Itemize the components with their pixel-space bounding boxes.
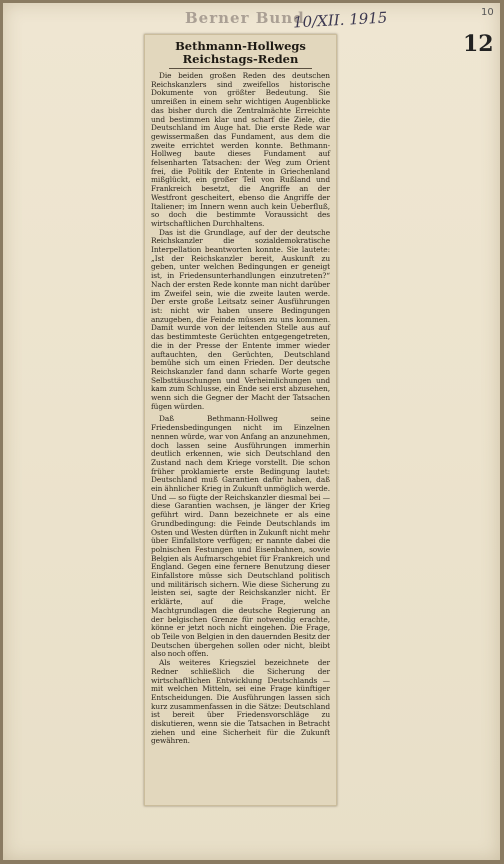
corner-mark: 10 bbox=[481, 7, 494, 18]
headline-rule bbox=[169, 68, 312, 69]
handwritten-date: 10/XII. 1915 bbox=[292, 8, 388, 32]
article-paragraph: Das ist die Grundlage, auf der der deutsche Reichskanzler die sozialdemokratische Interpellation beantworten konnte. Sie lautete: „Ist der Reichskanzler bereit, Auskunft zu geben, unter welchen Bedingungen er geneigt ist, in Friedensunterhandlungen einzutreten?“ Nach der ersten Rede konnte man nicht darüber im Zweifel sein, wie die zweite lauten werde. Der erste große Leitsatz seiner Ausführungen ist: nicht wir haben unsere Bedingungen anzugeben, die Feinde müssen zu uns kommen. Damit wurde von der leitenden Stelle aus auf das bestimmteste Gerüchten entgegengetreten, die in der Presse der Entente immer wieder auftauchten, den Gerüchten, Deutschland bemühe sich um einen Frieden. Der deutsche Reichskanzler fand dann scharfe Worte gegen Selbsttäuschungen und Verheimlichungen und kam zum Schlusse, ein Ende sei erst abzusehen, wenn sich die Gegner der Macht der Tatsachen fügen würden. bbox=[151, 227, 330, 411]
article-paragraph: Daß Bethmann-Hollweg seine Friedensbedingungen nicht im Einzelnen nennen würde, war von Anfang an anzunehmen, doch lassen seine Ausführungen immerhin deutlich erkennen, wie sich Deutschland den Zustand nach dem Kriege vorstellt. Die schon früher proklamierte erste Bedingung lautet: Deutschland muß Garantien dafür haben, daß ein ähnlicher Krieg in Zukunft unmöglich werde. Und — so fügte der Reichskanzler diesmal bei — diese Garantien wachsen, je länger der Krieg geführt wird. Dann bezeichnete er als eine Grundbedingung: die Feinde Deutschlands im Osten und Westen dürften in Zukunft nicht mehr über Einfallstore verfügen; er nannte dabei die polnischen Festungen und Eisenbahnen, sowie Belgien als Aufmarschgebiet für Frankreich und England. Gegen eine fernere Benutzung dieser Einfallstore müsse sich Deutschland politisch und militärisch sichern. Wie diese Sicherung zu leisten sei, sagte der Reichskanzler nicht. Er erklärte, auf die Frage, welche Machtgrundlagen die deutsche Regierung an der belgischen Grenze für notwendig erachte, könne er jetzt noch nicht eingehen. Die Frage, ob Teile von Belgien in den dauernden Besitz der Deutschen übergehen sollen oder nicht, bleibt also noch offen. bbox=[151, 414, 330, 659]
page-number: 12 bbox=[463, 31, 494, 57]
newspaper-stamp: Berner Bund bbox=[185, 9, 305, 27]
article-headline: Bethmann-Hollwegs Reichstags-Reden bbox=[175, 39, 306, 66]
newspaper-clipping bbox=[144, 34, 337, 806]
article-paragraph: Die beiden großen Reden des deutschen Reichskanzlers sind zweifellos historische Dokumente von größter Bedeutung. Sie umreißen in einem sehr wichtigen Augenblicke das bisher durch die Zentralmächte Erreichte und bestimmen klar und scharf die Ziele, die Deutschland im Auge hat. Die erste Rede war gewissermaßen das Fundament, aus dem die zweite errichtet werden konnte. Bethmann-Hollweg baute dieses Fundament auf felsenharten Tatsachen: der Weg zum Orient frei, die Politik der Entente in Griechenland mißglückt, ein großer Teil von Rußland und Frankreich besetzt, die Angriffe an der Westfront gescheitert, ebenso die Angriffe der Italiener; im Innern wenn auch kein Ueberfluß, so doch die bestimmte Voraussicht des wirtschaftlichen Durchhaltens. bbox=[151, 71, 330, 228]
article-paragraph: Als weiteres Kriegsziel bezeichnete der Redner schließlich die Sicherung der wirtschaftlichen Entwicklung Deutschlands — mit welchen Mitteln, sei eine Frage künftiger Entscheidungen. Die Ausführungen lassen sich kurz zusammenfassen in die Sätze: Deutschland ist bereit über Friedensvorschläge zu diskutieren, wenn sie die Tatsachen in Betracht ziehen und eine Sicherheit für die Zukunft gewähren. bbox=[151, 658, 330, 746]
archive-sheet bbox=[3, 3, 500, 860]
